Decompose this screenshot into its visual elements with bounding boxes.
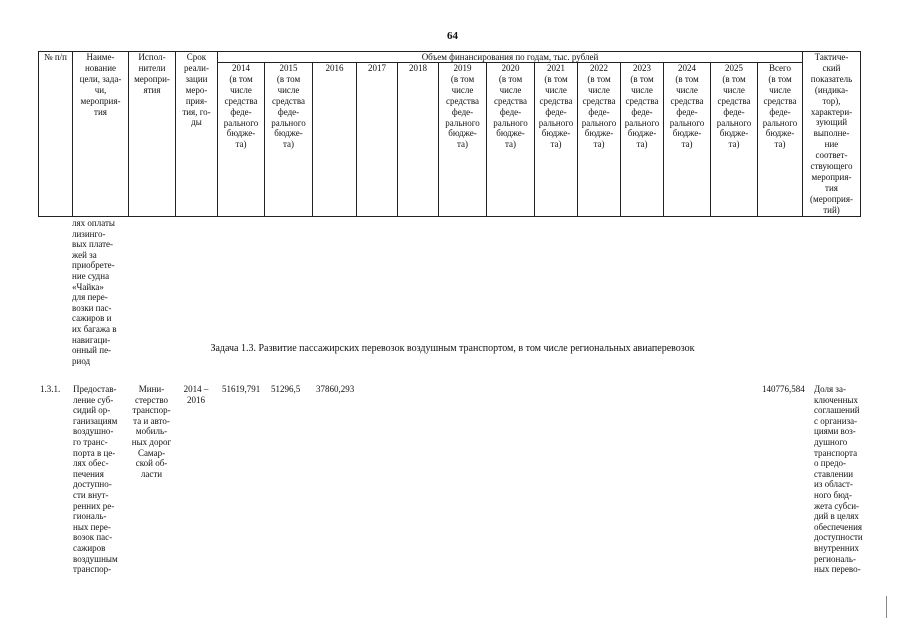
- page-number: 64: [447, 30, 458, 42]
- header-col-term: Срок реали- зации меро- прия- тия, го- ды: [176, 52, 218, 217]
- row-term: 2014 – 2016: [183, 384, 209, 405]
- value-2015: 51296,5: [271, 384, 301, 394]
- header-year-2022: 2022 (в том числе средства феде- рального бюдже- та): [578, 63, 621, 217]
- row-indicator: Доля за- ключенных соглашений с организа- циями воз- душного транспорта о предо- ставлении из област- ного бюд- жета субси- дий в целях обеспечения доступности внутренних региональ- ных перево-: [814, 384, 863, 575]
- header-total: Всего (в том числе средства феде- рального бюдже- та): [758, 63, 803, 217]
- header-year-2018: 2018: [398, 63, 439, 217]
- header-year-2021: 2021 (в том числе средства феде- рального бюдже- та): [535, 63, 578, 217]
- header-col-indicator: Тактиче- ский показатель (индика- тор), характери- зующий выполне- ние соответ- ствующего мероприя- тия (мероприя- тий): [803, 52, 861, 217]
- header-year-2017: 2017: [357, 63, 398, 217]
- header-year-2020: 2020 (в том числе средства феде- рального бюдже- та): [487, 63, 535, 217]
- header-year-2016: 2016: [313, 63, 357, 217]
- page-edge-mark: [886, 596, 887, 618]
- header-table: [38, 51, 861, 217]
- value-2014: 51619,791: [222, 384, 261, 394]
- header-col-executor: Испол- нители меропри- ятия: [129, 52, 176, 217]
- header-year-2023: 2023 (в том числе средства феде- рального бюдже- та): [621, 63, 664, 217]
- header-financing-group: Объем финансирования по годам, тыс. рублей: [218, 52, 803, 63]
- header-year-2014: 2014 (в том числе средства феде- рального бюдже- та): [218, 63, 265, 217]
- header-year-2019: 2019 (в том числе средства феде- рального бюдже- та): [439, 63, 487, 217]
- continuation-text: лях оплаты лизинго- вых плате- жей за приобрете- ние судна «Чайка» для пере- возки пас- сажиров и их багажа в навигаци- онный пе- риод: [72, 218, 117, 366]
- header-col-name: Наиме- нование цели, зада- чи, мероприя- тия: [73, 52, 129, 217]
- value-total: 140776,584: [762, 384, 805, 394]
- row-activity-name: Предостав- ление суб- сидий ор- ганизациям воздушно- го транс- порта в це- лях обес- печения доступно- сти внут- ренних ре- гиональ- ных пере- возок пас- сажиров воздушным транспор-: [73, 384, 118, 575]
- task-title: Задача 1.3. Развитие пассажирских перевозок воздушным транспортом, в том числе региональных авиаперевозок: [210, 343, 695, 354]
- header-year-2015: 2015 (в том числе средства феде- рального бюдже- та): [265, 63, 313, 217]
- header-year-2025: 2025 (в том числе средства феде- рального бюдже- та): [711, 63, 758, 217]
- value-2016: 37860,293: [316, 384, 355, 394]
- row-executor: Мини- стерство транспор- та и авто- мобиль- ных дорог Самар- ской об- ласти: [131, 384, 172, 479]
- header-col-number: № п/п: [39, 52, 73, 217]
- header-year-2024: 2024 (в том числе средства феде- рального бюдже- та): [664, 63, 711, 217]
- row-number: 1.3.1.: [40, 384, 61, 394]
